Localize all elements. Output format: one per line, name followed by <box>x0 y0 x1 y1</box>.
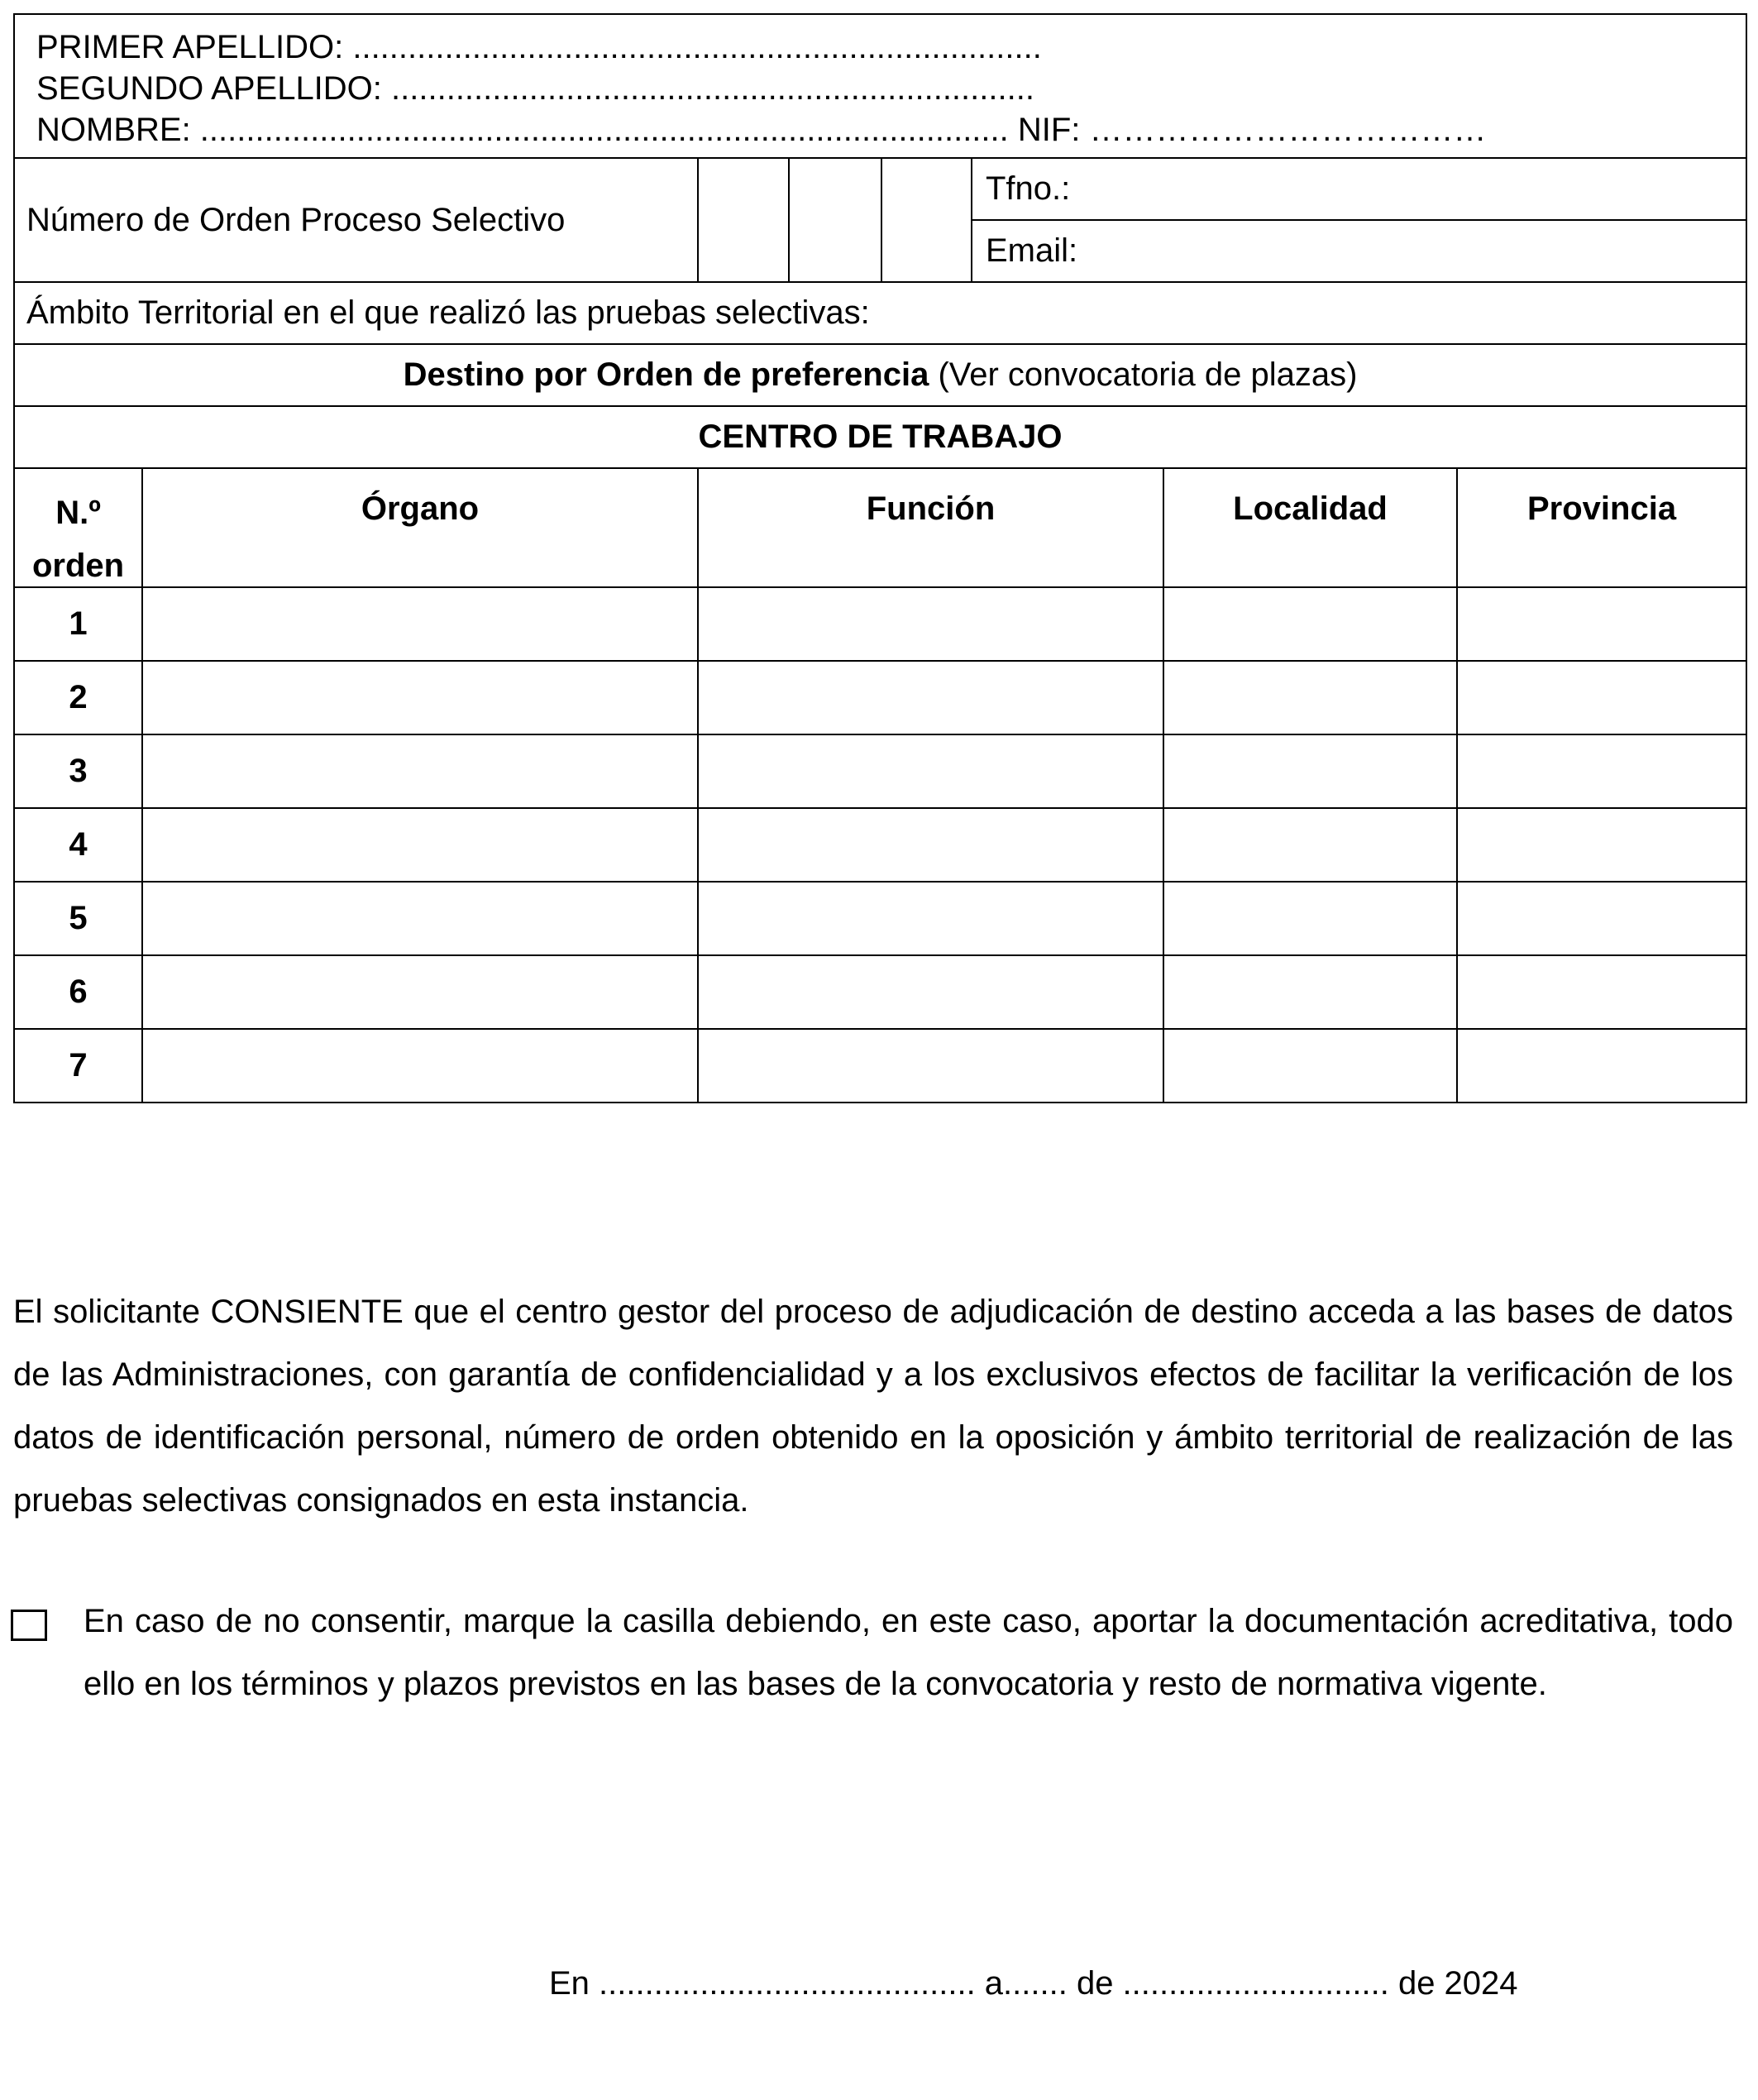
tfno-field[interactable]: Tfno.: <box>972 158 1746 220</box>
funcion-cell[interactable] <box>698 882 1163 955</box>
centro-trabajo-title: CENTRO DE TRABAJO <box>14 406 1746 468</box>
row-number: 7 <box>14 1029 142 1103</box>
orden-digit-box-1[interactable] <box>698 158 789 282</box>
localidad-cell[interactable] <box>1163 882 1457 955</box>
provincia-cell[interactable] <box>1457 1029 1746 1103</box>
localidad-cell[interactable] <box>1163 734 1457 808</box>
row-number: 5 <box>14 882 142 955</box>
identification-section[interactable] <box>14 14 1746 158</box>
table-row <box>14 1029 1746 1103</box>
localidad-cell[interactable] <box>1163 661 1457 734</box>
header-funcion: Función <box>698 468 1163 587</box>
no-consent-checkbox[interactable] <box>11 1610 47 1641</box>
provincia-cell[interactable] <box>1457 955 1746 1029</box>
localidad-cell[interactable] <box>1163 587 1457 661</box>
header-norden-line1: N.º <box>55 495 101 531</box>
nombre-nif-field: NOMBRE: ........................................................................................ NIF: ……………………………… <box>36 112 1487 148</box>
header-provincia: Provincia <box>1457 468 1746 587</box>
header-organo: Órgano <box>142 468 698 587</box>
row-number: 2 <box>14 661 142 734</box>
orden-digit-box-3[interactable] <box>881 158 972 282</box>
funcion-cell[interactable] <box>698 808 1163 882</box>
segundo-apellido-field: SEGUNDO APELLIDO: ...................................................................... <box>36 70 1034 107</box>
provincia-cell[interactable] <box>1457 808 1746 882</box>
localidad-cell[interactable] <box>1163 808 1457 882</box>
no-consent-text: En caso de no consentir, marque la casilla debiendo, en este caso, aportar la documentación acreditativa, todo ello en los términos y plazos previstos en las bases de la convocatoria y resto de normativa vigente. <box>84 1603 1733 1702</box>
organo-cell[interactable] <box>142 661 698 734</box>
funcion-cell[interactable] <box>698 955 1163 1029</box>
organo-cell[interactable] <box>142 587 698 661</box>
funcion-cell[interactable] <box>698 587 1163 661</box>
table-row <box>14 808 1746 882</box>
row-number: 1 <box>14 587 142 661</box>
organo-cell[interactable] <box>142 955 698 1029</box>
funcion-cell[interactable] <box>698 734 1163 808</box>
provincia-cell[interactable] <box>1457 882 1746 955</box>
header-norden <box>14 468 142 587</box>
application-form-table <box>13 13 1747 1103</box>
table-row <box>14 661 1746 734</box>
table-row <box>14 587 1746 661</box>
localidad-cell[interactable] <box>1163 1029 1457 1103</box>
table-row <box>14 955 1746 1029</box>
table-row <box>14 882 1746 955</box>
destino-title-bold: Destino por Orden de preferencia <box>403 356 929 393</box>
localidad-cell[interactable] <box>1163 955 1457 1029</box>
provincia-cell[interactable] <box>1457 734 1746 808</box>
consent-paragraph: El solicitante CONSIENTE que el centro gestor del proceso de adjudicación de destino acceda a las bases de datos de las Administraciones, con garantía de confidencialidad y a los exclusivos efectos de facilitar la verificación de los datos de identificación personal, número de orden obtenido en la oposición y ámbito territorial de realización de las pruebas selectivas consignados en esta instancia. <box>13 1294 1733 1519</box>
organo-cell[interactable] <box>142 734 698 808</box>
ambito-territorial-field[interactable]: Ámbito Territorial en el que realizó las pruebas selectivas: <box>14 282 1746 344</box>
provincia-cell[interactable] <box>1457 587 1746 661</box>
orden-proceso-label: Número de Orden Proceso Selectivo <box>14 158 698 282</box>
organo-cell[interactable] <box>142 808 698 882</box>
funcion-cell[interactable] <box>698 661 1163 734</box>
destino-title <box>14 344 1746 406</box>
primer-apellido-field: PRIMER APELLIDO: ........................................................................... <box>36 29 1042 65</box>
orden-digit-box-2[interactable] <box>789 158 881 282</box>
date-signature-line: En ......................................... a....... de ............................. de 2024 <box>549 1965 1518 2002</box>
row-number: 3 <box>14 734 142 808</box>
provincia-cell[interactable] <box>1457 661 1746 734</box>
email-field[interactable]: Email: <box>972 220 1746 282</box>
destino-title-note: (Ver convocatoria de plazas) <box>929 356 1358 393</box>
funcion-cell[interactable] <box>698 1029 1163 1103</box>
organo-cell[interactable] <box>142 1029 698 1103</box>
row-number: 6 <box>14 955 142 1029</box>
row-number: 4 <box>14 808 142 882</box>
organo-cell[interactable] <box>142 882 698 955</box>
header-norden-line2: orden <box>31 548 125 584</box>
table-row <box>14 734 1746 808</box>
header-localidad: Localidad <box>1163 468 1457 587</box>
